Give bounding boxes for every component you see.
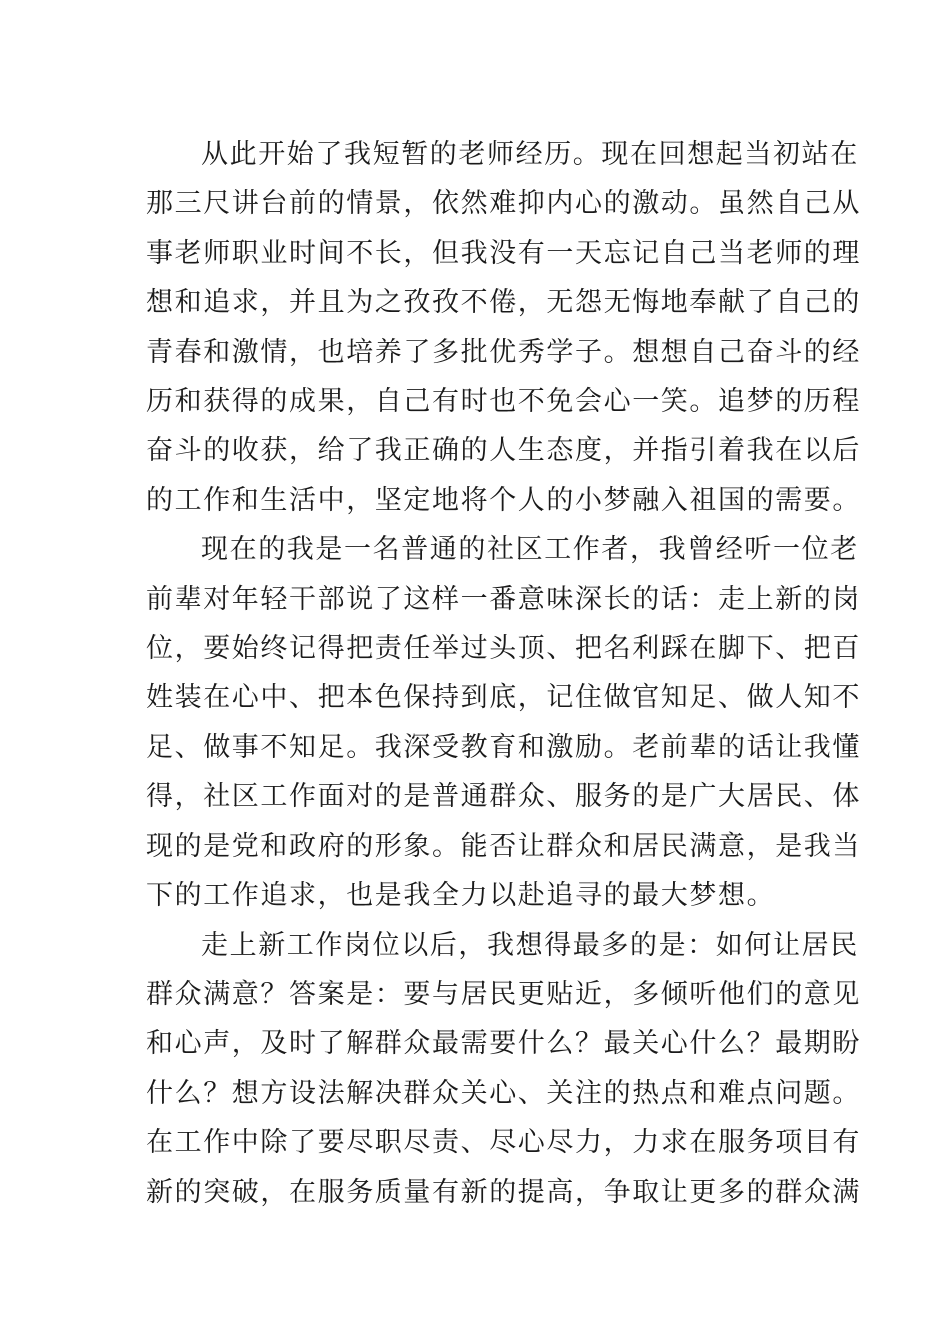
text-line: 位，要始终记得把责任举过头顶、把名利踩在脚下、把百 xyxy=(146,633,861,665)
text-line: 在工作中除了要尽职尽责、尽心尽力，力求在服务项目有 xyxy=(146,1127,861,1159)
text-line: 的工作和生活中，坚定地将个人的小梦融入祖国的需要。 xyxy=(146,484,861,516)
text-line: 什么？想方设法解决群众关心、关注的热点和难点问题。 xyxy=(146,1077,861,1109)
paragraph-1 xyxy=(146,130,861,525)
text-line: 青春和激情，也培养了多批优秀学子。想想自己奋斗的经 xyxy=(146,336,861,368)
text-line: 走上新工作岗位以后，我想得最多的是：如何让居民 xyxy=(201,929,859,961)
text-line: 得，社区工作面对的是普通群众、服务的是广大居民、体 xyxy=(146,781,861,813)
paragraph-2 xyxy=(146,525,861,920)
text-line: 历和获得的成果，自己有时也不免会心一笑。追梦的历程 xyxy=(146,386,861,418)
text-line: 现在的我是一名普通的社区工作者，我曾经听一位老 xyxy=(201,534,859,566)
text-line: 足、做事不知足。我深受教育和激励。老前辈的话让我懂 xyxy=(146,731,861,763)
text-line: 群众满意？答案是：要与居民更贴近，多倾听他们的意见 xyxy=(146,978,861,1010)
text-line: 新的突破，在服务质量有新的提高，争取让更多的群众满 xyxy=(146,1176,861,1208)
text-line: 那三尺讲台前的情景，依然难抑内心的激动。虽然自己从 xyxy=(146,188,861,220)
text-line: 事老师职业时间不长，但我没有一天忘记自己当老师的理 xyxy=(146,237,861,269)
text-line: 下的工作追求，也是我全力以赴追寻的最大梦想。 xyxy=(146,880,776,912)
text-line: 想和追求，并且为之孜孜不倦，无怨无悔地奉献了自己的 xyxy=(146,287,861,319)
text-line: 前辈对年轻干部说了这样一番意味深长的话：走上新的岗 xyxy=(146,583,861,615)
text-line: 从此开始了我短暂的老师经历。现在回想起当初站在 xyxy=(201,139,859,170)
text-line: 姓装在心中、把本色保持到底，记住做官知足、做人知不 xyxy=(146,682,861,714)
paragraph-3 xyxy=(146,921,861,1217)
text-line: 和心声，及时了解群众最需要什么？最关心什么？最期盼 xyxy=(146,1028,861,1060)
text-line: 奋斗的收获，给了我正确的人生态度，并指引着我在以后 xyxy=(146,435,861,467)
document-body xyxy=(146,130,861,1217)
text-line: 现的是党和政府的形象。能否让群众和居民满意，是我当 xyxy=(146,830,861,862)
